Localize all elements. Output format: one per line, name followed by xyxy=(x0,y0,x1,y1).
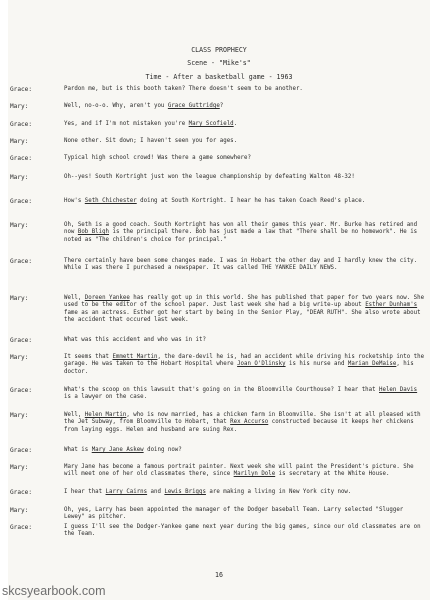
text-segment: Oh--yes! South Kortright just won the league championship by defeating Walton 48-32! xyxy=(64,174,355,180)
speaker-label: Mary: xyxy=(10,295,29,302)
text-segment: doing now? xyxy=(143,447,182,453)
underlined-name: Helen Davis xyxy=(379,387,418,393)
speaker-label: Grace: xyxy=(10,524,33,531)
speaker-label: Grace: xyxy=(10,387,33,394)
speaker-label: Grace: xyxy=(10,258,33,265)
dialogue-text xyxy=(64,507,426,522)
speaker-label: Grace: xyxy=(10,121,33,128)
text-segment: Oh, yes, Larry has been appointed the manager of the Dodger baseball Team. Larry selected "Slugger Lewey" as pitcher. xyxy=(64,507,404,521)
underlined-name: Larry Cairns xyxy=(105,489,148,495)
text-segment: fame as an actress. Esther got her start by being in the Senior Play, "DEAR RUTH". She also wrote about the accident that occured last week. xyxy=(64,309,421,324)
dialogue-text xyxy=(64,489,426,496)
watermark-text: skcsyearbook.com xyxy=(2,584,106,598)
speaker-label: Grace: xyxy=(10,337,33,344)
dialogue-text xyxy=(64,138,426,145)
text-segment: What was this accident and who was in it? xyxy=(64,337,206,343)
underlined-name: Bob Bligh xyxy=(77,229,110,236)
underlined-name: Helen Martin xyxy=(84,412,127,418)
dialogue-text xyxy=(64,103,426,110)
text-segment: is the principal there. Bob has just made a law that "There shall be no homework". He is noted as "The children's choice for principal." xyxy=(64,229,418,243)
speaker-label: Mary: xyxy=(10,507,29,514)
text-segment: It seems that xyxy=(64,354,113,360)
text-segment: constructed because it keeps her chickens from laying eggs. Helen and husband are suing Rex. xyxy=(64,419,414,433)
speaker-label: Mary: xyxy=(10,464,29,471)
underlined-name: Lewis Briggs xyxy=(164,489,206,495)
dialogue-text xyxy=(64,86,426,93)
text-segment: , who is now married, has a chicken farm in Bloomville. She isn't at all pleased with the Jet Subway, from Bloomville to Hobart, that xyxy=(64,412,421,426)
text-segment: Well, no-o-o. Why, aren't you xyxy=(64,103,168,109)
underlined-name: Marian DeMaise xyxy=(347,361,397,368)
dialogue-text xyxy=(64,354,426,376)
speaker-label: Grace: xyxy=(10,198,33,205)
text-segment: are making a living in New York city now. xyxy=(205,489,352,495)
dialogue-text xyxy=(64,387,426,402)
speaker-label: Grace: xyxy=(10,155,33,162)
speaker-label: Grace: xyxy=(10,86,33,93)
page-title: CLASS PROPHECY xyxy=(191,46,247,54)
text-segment: I hear that xyxy=(64,489,106,495)
underlined-name: Seth Chichester xyxy=(84,198,137,204)
text-segment: is a lawyer on the case. xyxy=(64,394,148,401)
text-segment: is secretary at the White House. xyxy=(275,471,390,478)
speaker-label: Grace: xyxy=(10,447,33,454)
text-segment: Well, xyxy=(64,412,85,418)
speaker-label: Mary: xyxy=(10,354,29,361)
dialogue-text xyxy=(64,337,426,344)
text-segment: is his nurse and xyxy=(285,361,348,368)
dialogue-text xyxy=(64,524,426,539)
text-segment: Well, xyxy=(64,295,85,301)
speaker-label: Mary: xyxy=(10,174,29,181)
underlined-name: Emmett Martin xyxy=(112,354,158,360)
text-segment: doing at South Kortright. I hear he has taken Coach Reed's place. xyxy=(136,198,366,204)
text-segment: ? xyxy=(219,103,224,109)
speaker-label: Mary: xyxy=(10,222,29,229)
text-segment: Mary Jane has become a famous portrait painter. Next week she will paint the President's picture. She will meet one of her old classmates there, since xyxy=(64,464,414,478)
speaker-label: Grace: xyxy=(10,489,33,496)
dialogue-text xyxy=(64,447,426,454)
text-segment: Typical high school crowd! Was there a game somewhere? xyxy=(64,155,251,161)
text-segment: Yes, and if I'm not mistaken you're xyxy=(64,121,189,127)
underlined-name: Grace Guttridge xyxy=(167,103,220,109)
text-segment: , his doctor. xyxy=(64,361,414,375)
text-segment: , the dare-devil he is, had an accident while driving his rocketship into the garage. He was taken to the Hobart Hospital where xyxy=(64,354,425,368)
speaker-label: Mary: xyxy=(10,103,29,110)
time-line: Time - After a basketball game - 1963 xyxy=(145,73,293,81)
underlined-name: Esther Dunham's xyxy=(365,302,418,309)
dialogue-text xyxy=(64,464,426,479)
dialogue-text xyxy=(64,155,426,162)
dialogue-text xyxy=(64,174,426,181)
scene-line: Scene - "Mike's" xyxy=(187,59,251,67)
text-segment: has really got up in this world. She has published that paper for two years now. She used to be the editor of the school paper. Just last week she had a big write-up about xyxy=(64,295,425,309)
text-segment: . xyxy=(233,121,238,127)
text-segment: Pardon me, but is this booth taken? There doesn't seem to be another. xyxy=(64,86,303,92)
page-number: 16 xyxy=(215,571,223,579)
underlined-name: Joan O'Dlinsky xyxy=(237,361,286,368)
text-segment: How's xyxy=(64,198,85,204)
dialogue-text xyxy=(64,198,426,205)
speaker-label: Mary: xyxy=(10,412,29,419)
text-segment: I guess I'll see the Dodger-Yankee game next year during the big games, since our old classmates are on the Team. xyxy=(64,524,421,538)
dialogue-text xyxy=(64,121,426,128)
text-segment: What's the scoop on this lawsuit that's going on in the Bloomville Courthouse? I hear that xyxy=(64,387,380,393)
dialogue-text xyxy=(64,295,426,325)
underlined-name: Mary Jane Askew xyxy=(91,447,144,453)
speaker-label: Mary: xyxy=(10,138,29,145)
text-segment: There certainly have been some changes made. I was in Hobart the other day and I hardly knew the city. While I was there I purchased a newspaper. It was called THE YANKEE DAILY NEWS. xyxy=(64,258,418,272)
underlined-name: Mary Scofield xyxy=(188,121,234,127)
underlined-name: Marilyn Dole xyxy=(233,471,276,478)
text-segment: What is xyxy=(64,447,92,453)
underlined-name: Doreen Yankee xyxy=(84,295,130,301)
document-page xyxy=(8,0,430,600)
text-segment: and xyxy=(147,489,165,495)
underlined-name: Rex Accurso xyxy=(230,419,269,426)
dialogue-text xyxy=(64,258,426,273)
text-segment: None other. Sit down; I haven't seen you for ages. xyxy=(64,138,238,144)
text-segment: Oh, Seth is a good coach. South Kortright has won all their games this year. Mr. Burke has retired and now xyxy=(64,222,418,236)
dialogue-text xyxy=(64,222,426,244)
dialogue-text xyxy=(64,412,426,434)
